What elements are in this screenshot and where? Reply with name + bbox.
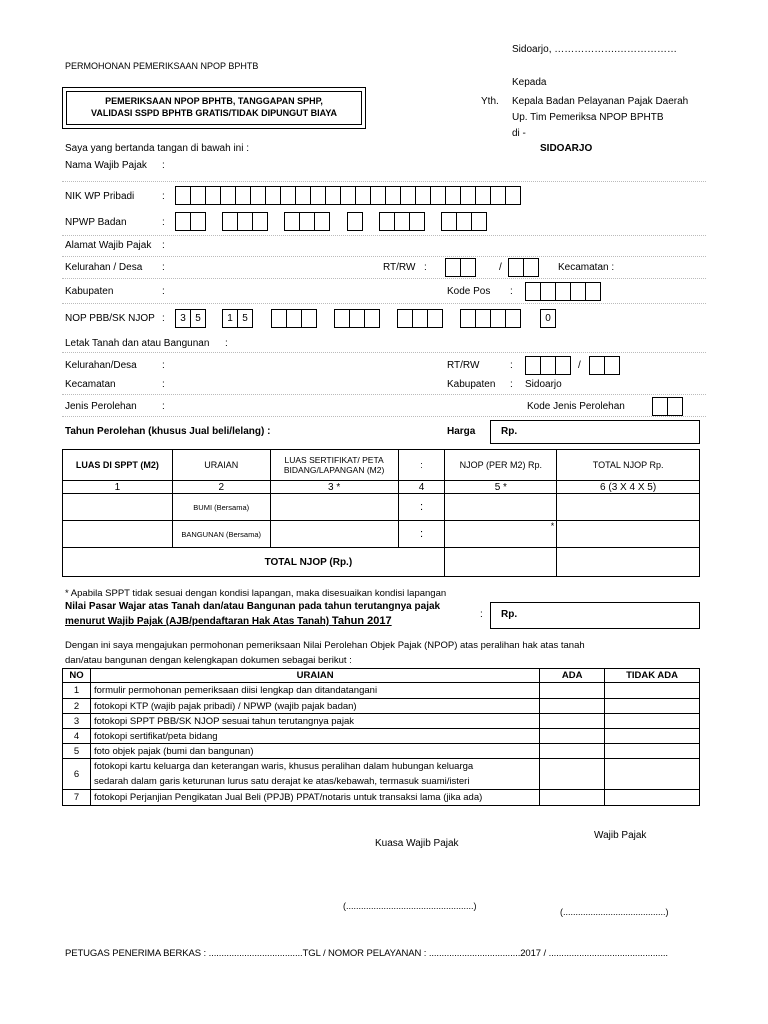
rtrw-label: RT/RW: [383, 262, 416, 273]
npw-line1: Nilai Pasar Wajar atas Tanah dan/atau Bangunan pada tahun terutangnya pajak: [65, 601, 441, 612]
kepada-label: Kepada: [512, 77, 547, 88]
col-number: 2: [172, 481, 270, 494]
digit-box[interactable]: [604, 356, 620, 375]
row-text: sedarah dalam garis keturunan lurus satu derajat ke atas/kebawah, termasuk suami/isteri: [93, 776, 470, 787]
table-row: [63, 699, 700, 714]
nik-field[interactable]: [175, 186, 521, 205]
digit-box[interactable]: [340, 186, 356, 205]
digit-box[interactable]: [394, 212, 410, 231]
row-text-multiline: [90, 759, 539, 790]
colon: :: [480, 609, 483, 620]
row-number: 7: [63, 790, 91, 806]
digit-box[interactable]: 5: [190, 309, 206, 328]
sppt-note: * Apabila SPPT tidak sesuai dengan kondisi lapangan, maka disesuaikan kondisi lapangan: [65, 588, 447, 599]
col-header: ADA: [540, 669, 605, 683]
colon: :: [162, 360, 165, 371]
col-number: 6 (3 X 4 X 5): [557, 481, 700, 494]
digit-box[interactable]: [523, 258, 539, 277]
object-rw-field[interactable]: [589, 356, 620, 375]
digit-box[interactable]: [667, 397, 683, 416]
recipient-line1: Kepala Badan Pelayanan Pajak Daerah: [512, 96, 689, 107]
table-row: [63, 714, 700, 729]
colon: :: [162, 240, 165, 251]
bumi-label: BUMI (Bersama): [172, 494, 270, 521]
digit-box[interactable]: [190, 212, 206, 231]
nop-label: NOP PBB/SK NJOP: [65, 313, 155, 324]
colon: :: [162, 286, 165, 297]
col-number: 3 *: [270, 481, 398, 494]
digit-box[interactable]: [540, 356, 556, 375]
digit-box[interactable]: [334, 309, 350, 328]
digit-box[interactable]: [490, 186, 506, 205]
total-njop-label: TOTAL NJOP (Rp.): [172, 548, 445, 577]
colon: :: [398, 521, 445, 548]
digit-box[interactable]: [415, 186, 431, 205]
digit-box[interactable]: [379, 212, 395, 231]
col-header: LUAS SERTIFIKAT/ PETA BIDANG/LAPANGAN (M2): [270, 450, 398, 481]
digit-box[interactable]: [430, 186, 446, 205]
digit-box[interactable]: [237, 212, 253, 231]
digit-box[interactable]: [301, 309, 317, 328]
digit-box[interactable]: [310, 186, 326, 205]
tidak-ada-cell[interactable]: [605, 790, 700, 806]
digit-box[interactable]: [299, 212, 315, 231]
object-rtrw-label: RT/RW: [447, 360, 480, 371]
tahun-label: Tahun Perolehan (khusus Jual beli/lelang) :: [65, 426, 271, 437]
npw-field[interactable]: [490, 602, 700, 629]
digit-box[interactable]: [205, 186, 221, 205]
recipient-city: SIDOARJO: [540, 143, 593, 154]
digit-box[interactable]: [412, 309, 428, 328]
digit-box[interactable]: [652, 397, 668, 416]
tidak-ada-cell[interactable]: [605, 699, 700, 714]
colon: :: [510, 360, 513, 371]
digit-box[interactable]: [460, 186, 476, 205]
digit-box[interactable]: [314, 212, 330, 231]
jenis-label: Jenis Perolehan: [65, 401, 137, 412]
row-number: 6: [63, 759, 91, 790]
digit-box[interactable]: [475, 186, 491, 205]
digit-box[interactable]: [295, 186, 311, 205]
col-header: NJOP (PER M2) Rp.: [445, 450, 557, 481]
digit-box[interactable]: [540, 282, 556, 301]
npw-line2: menurut Wajib Pajak (AJB/pendaftaran Hak Atas Tanah) Tahun 2017: [65, 615, 392, 627]
digit-box[interactable]: [409, 212, 425, 231]
nop-group-5[interactable]: [397, 309, 443, 328]
tidak-ada-cell[interactable]: [605, 759, 700, 790]
intro-text: Saya yang bertanda tangan di bawah ini :: [65, 143, 250, 154]
row-text: fotokopi kartu keluarga dan keterangan waris, khusus peralihan dalam hubungan keluarga: [93, 761, 474, 772]
digit-box[interactable]: [445, 258, 461, 277]
tidak-ada-cell[interactable]: [605, 683, 700, 699]
digit-box[interactable]: [445, 186, 461, 205]
col-number: 4: [398, 481, 445, 494]
col-header: LUAS DI SPPT (M2): [63, 450, 173, 481]
npwp-label: NPWP Badan: [65, 217, 127, 228]
digit-box[interactable]: [284, 212, 300, 231]
npwp-group-5[interactable]: [379, 212, 425, 231]
request-line2: dan/atau bangunan dengan kelengkapan dokumen sebagai berikut :: [65, 655, 352, 666]
colon: :: [162, 217, 165, 228]
nop-group-1[interactable]: [175, 309, 206, 328]
form-title: PERMOHONAN PEMERIKSAAN NPOP BPHTB: [65, 61, 259, 71]
col-header: TIDAK ADA: [605, 669, 700, 683]
colon: :: [162, 401, 165, 412]
luas-sertifikat-bangunan[interactable]: [270, 521, 398, 548]
row-text: fotokopi SPPT PBB/SK NJOP sesuai tahun terutangnya pajak: [90, 714, 539, 729]
digit-box[interactable]: [280, 186, 296, 205]
digit-box[interactable]: [525, 356, 541, 375]
row-number: 4: [63, 729, 91, 744]
digit-box[interactable]: [325, 186, 341, 205]
row-text: fotokopi Perjanjian Pengikatan Jual Beli (PPJB) PPAT/notaris untuk transaksi lama (jika ada): [90, 790, 539, 806]
row-number: 3: [63, 714, 91, 729]
digit-box[interactable]: [570, 282, 586, 301]
luas-sppt-bumi[interactable]: [63, 494, 173, 521]
ada-cell[interactable]: [540, 729, 605, 744]
tahun-text: Tahun 2017: [331, 615, 392, 627]
digit-box[interactable]: [471, 212, 487, 231]
njop-table: [62, 449, 700, 577]
colon: :: [162, 160, 165, 171]
row-text: fotokopi KTP (wajib pajak pribadi) / NPWP (wajib pajak badan): [90, 699, 539, 714]
colon: :: [162, 379, 165, 390]
digit-box[interactable]: [505, 186, 521, 205]
colon: :: [162, 262, 165, 273]
colon: :: [162, 313, 165, 324]
digit-box[interactable]: [286, 309, 302, 328]
njop-bumi[interactable]: [445, 494, 557, 521]
npwp-group-6[interactable]: [441, 212, 487, 231]
digit-box[interactable]: [175, 186, 191, 205]
kecamatan-label: Kecamatan :: [558, 262, 615, 273]
colon: :: [510, 379, 513, 390]
divider: [62, 235, 706, 236]
colon: :: [162, 191, 165, 202]
digit-box[interactable]: [370, 186, 386, 205]
kodepos-field[interactable]: [525, 282, 601, 301]
digit-box[interactable]: 0: [540, 309, 556, 328]
recipient-line2: Up. Tim Pemeriksa NPOP BPHTB: [512, 112, 664, 123]
digit-box[interactable]: [222, 212, 238, 231]
nop-group-6[interactable]: [460, 309, 521, 328]
luas-sertifikat-bumi[interactable]: [270, 494, 398, 521]
ada-cell[interactable]: [540, 683, 605, 699]
row-text: fotokopi sertifikat/peta bidang: [90, 729, 539, 744]
digit-box[interactable]: [441, 212, 457, 231]
row-number: 1: [63, 683, 91, 699]
npwp-group-4[interactable]: [347, 212, 363, 231]
row-text: formulir permohonan pemeriksaan diisi lengkap dan ditandatangani: [90, 683, 539, 699]
ada-cell[interactable]: [540, 714, 605, 729]
rt-field[interactable]: [445, 258, 476, 277]
luas-sppt-bangunan[interactable]: [63, 521, 173, 548]
digit-box[interactable]: [235, 186, 251, 205]
colon: :: [225, 338, 228, 349]
slash: /: [499, 262, 502, 273]
request-line1: Dengan ini saya mengajukan permohonan pemeriksaan Nilai Perolehan Objek Pajak (NPOP) atas peralihan hak atas tanah: [65, 640, 585, 651]
nop-group-7[interactable]: [540, 309, 556, 328]
digit-box[interactable]: [427, 309, 443, 328]
kodepos-label: Kode Pos: [447, 286, 491, 297]
col-header: URAIAN: [172, 450, 270, 481]
wajib-pajak-label: Wajib Pajak: [594, 830, 647, 841]
digit-box[interactable]: [505, 309, 521, 328]
digit-box[interactable]: [385, 186, 401, 205]
digit-box[interactable]: [250, 186, 266, 205]
table-row: [63, 683, 700, 699]
kuasa-signature-line[interactable]: (...................................................): [343, 901, 477, 911]
digit-box[interactable]: [460, 258, 476, 277]
kabupaten-label: Kabupaten: [65, 286, 114, 297]
divider: [62, 278, 706, 279]
digit-box[interactable]: [265, 186, 281, 205]
star-mark: *: [445, 521, 557, 548]
digit-box[interactable]: [397, 309, 413, 328]
table-row: [63, 729, 700, 744]
ada-cell[interactable]: [540, 759, 605, 790]
col-number: 5 *: [445, 481, 557, 494]
digit-box[interactable]: [190, 186, 206, 205]
npwp-group-1[interactable]: [175, 212, 206, 231]
npwp-group-3[interactable]: [284, 212, 330, 231]
rp-label: Rp.: [501, 426, 518, 437]
bangunan-label: BANGUNAN (Bersama): [172, 521, 270, 548]
title-box-line1: PEMERIKSAAN NPOP BPHTB, TANGGAPAN SPHP,: [105, 96, 323, 106]
digit-box[interactable]: [175, 212, 191, 231]
row-text: foto objek pajak (bumi dan bangunan): [90, 744, 539, 759]
object-rt-field[interactable]: [525, 356, 571, 375]
nama-label: Nama Wajib Pajak: [65, 160, 147, 171]
digit-box[interactable]: [508, 258, 524, 277]
kuasa-label: Kuasa Wajib Pajak: [375, 838, 459, 849]
table-row: [63, 790, 700, 806]
title-box: [62, 87, 366, 129]
ada-cell[interactable]: [540, 744, 605, 759]
total-njop-bumi[interactable]: [557, 494, 700, 521]
wajib-pajak-signature-line[interactable]: (.........................................): [560, 907, 669, 917]
digit-box[interactable]: [252, 212, 268, 231]
divider: [62, 416, 706, 417]
table-row: [63, 759, 700, 790]
footer-text: PETUGAS PENERIMA BERKAS : .....................................TGL / NOMOR PELAYANAN : ....................................2017 / ...............................................: [65, 948, 668, 959]
npwp-group-2[interactable]: [222, 212, 268, 231]
place-date: Sidoarjo, ……………….………………: [512, 44, 678, 55]
digit-box[interactable]: [525, 282, 541, 301]
object-kabupaten-label: Kabupaten: [447, 379, 496, 390]
ada-cell[interactable]: [540, 699, 605, 714]
kelurahan-label: Kelurahan / Desa: [65, 262, 143, 273]
yth-label: Yth.: [481, 96, 499, 107]
colon: :: [424, 262, 427, 273]
col-header: TOTAL NJOP Rp.: [557, 450, 700, 481]
divider: [62, 352, 706, 353]
ada-cell[interactable]: [540, 790, 605, 806]
digit-box[interactable]: [555, 356, 571, 375]
divider: [62, 256, 706, 257]
divider: [62, 303, 706, 304]
alamat-label: Alamat Wajib Pajak: [65, 240, 152, 251]
tidak-ada-cell[interactable]: [605, 729, 700, 744]
digit-box[interactable]: [585, 282, 601, 301]
total-njop-value[interactable]: [557, 548, 700, 577]
colon: :: [398, 494, 445, 521]
digit-box[interactable]: [589, 356, 605, 375]
slash: /: [578, 360, 581, 371]
documents-table: [62, 668, 700, 806]
col-header: NO: [63, 669, 91, 683]
col-header: :: [398, 450, 445, 481]
digit-box[interactable]: [555, 282, 571, 301]
nop-group-3[interactable]: [271, 309, 317, 328]
recipient-di: di -: [512, 128, 526, 139]
digit-box[interactable]: [347, 212, 363, 231]
tidak-ada-cell[interactable]: [605, 744, 700, 759]
digit-box[interactable]: [364, 309, 380, 328]
rp-label: Rp.: [501, 609, 518, 620]
digit-box[interactable]: 3: [175, 309, 191, 328]
kode-jenis-field[interactable]: [652, 397, 683, 416]
object-kecamatan-label: Kecamatan: [65, 379, 116, 390]
table-row: [63, 744, 700, 759]
digit-box[interactable]: [271, 309, 287, 328]
divider: [62, 394, 706, 395]
letak-label: Letak Tanah dan atau Bangunan: [65, 338, 210, 349]
nop-group-4[interactable]: [334, 309, 380, 328]
digit-box[interactable]: 1: [222, 309, 238, 328]
col-header: URAIAN: [90, 669, 539, 683]
tidak-ada-cell[interactable]: [605, 714, 700, 729]
digit-box[interactable]: 5: [237, 309, 253, 328]
divider: [62, 181, 706, 182]
title-box-line2: VALIDASI SSPD BPHTB GRATIS/TIDAK DIPUNGUT BIAYA: [90, 108, 338, 118]
digit-box[interactable]: [349, 309, 365, 328]
digit-box[interactable]: [490, 309, 506, 328]
harga-field[interactable]: [490, 420, 700, 444]
digit-box[interactable]: [475, 309, 491, 328]
nik-label: NIK WP Pribadi: [65, 191, 135, 202]
object-kelurahan-label: Kelurahan/Desa: [65, 360, 137, 371]
rw-field[interactable]: [508, 258, 539, 277]
col-number: 1: [63, 481, 173, 494]
nop-group-2[interactable]: [222, 309, 253, 328]
harga-label: Harga: [447, 426, 476, 437]
total-njop-bangunan[interactable]: [557, 521, 700, 548]
object-kabupaten-value: Sidoarjo: [525, 379, 562, 390]
row-number: 5: [63, 744, 91, 759]
digit-box[interactable]: [456, 212, 472, 231]
digit-box[interactable]: [355, 186, 371, 205]
colon: :: [510, 286, 513, 297]
digit-box[interactable]: [460, 309, 476, 328]
row-number: 2: [63, 699, 91, 714]
digit-box[interactable]: [400, 186, 416, 205]
kode-jenis-label: Kode Jenis Perolehan: [527, 401, 625, 412]
digit-box[interactable]: [220, 186, 236, 205]
